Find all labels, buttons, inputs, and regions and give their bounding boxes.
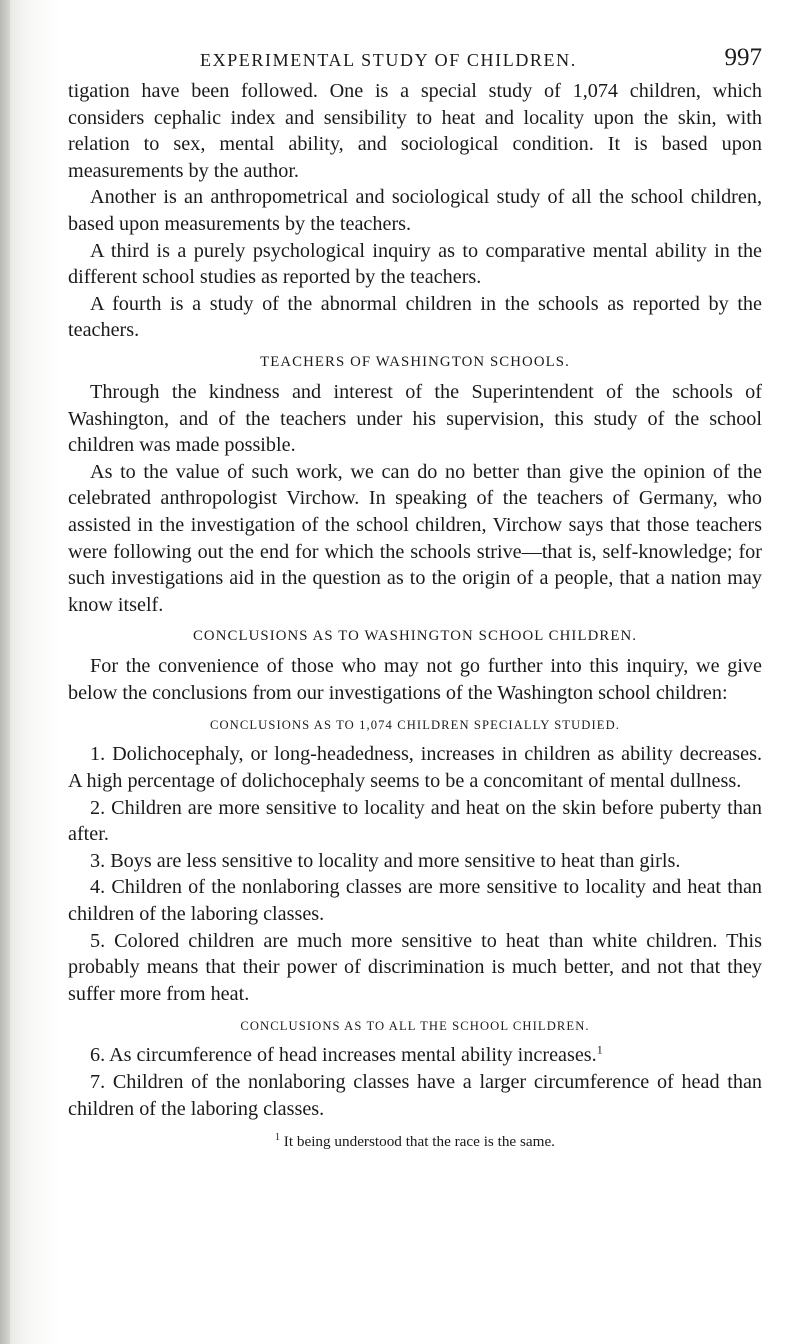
conclusions-intro: For the convenience of those who may not go further into this inquiry, we give below the conclusions from our investigations of the Washington school children: bbox=[68, 655, 762, 704]
intro-paragraph-2: Another is an anthropometrical and sociological study of all the school children, based upon measurements by the teachers. bbox=[68, 186, 762, 235]
footnote-marker: 1 bbox=[275, 1132, 280, 1144]
conclusion-item-3: 3. Boys are less sensitive to locality and more sensitive to heat than girls. bbox=[90, 849, 681, 872]
teachers-paragraph-1: Through the kindness and interest of the Superintendent of the schools of Washington, and of the teachers under his supervision, this study of the school children was made possible. bbox=[68, 380, 762, 457]
conclusions-all-list bbox=[68, 1042, 762, 1122]
conclusion-item-5: 5. Colored children are much more sensitive to heat than white children. This probably means that their power of discrimination is much better, and not that they suffer more from heat. bbox=[68, 929, 762, 1005]
section-heading-conclusions: CONCLUSIONS AS TO WASHINGTON SCHOOL CHILDREN. bbox=[192, 628, 638, 645]
conclusions-1074-list bbox=[68, 741, 762, 1007]
conclusion-item-6-text: 6. As circumference of head increases mental ability increases. bbox=[90, 1044, 597, 1067]
conclusion-item-4: 4. Children of the nonlaboring classes are more sensitive to locality and heat than children of the laboring classes. bbox=[68, 876, 762, 926]
subheading-all-children: CONCLUSIONS AS TO ALL THE SCHOOL CHILDREN. bbox=[240, 1019, 590, 1034]
conclusion-item-7: 7. Children of the nonlaboring classes have a larger circumference of head than children of the laboring classes. bbox=[68, 1071, 762, 1120]
intro-paragraph-1: tigation have been followed. One is a special study of 1,074 children, which considers cephalic index and sensibility to heat and locality upon the skin, with relation to sex, mental ability, and sociological condition. It is based upon measurements by the author. bbox=[68, 80, 762, 182]
page-content bbox=[68, 44, 762, 1151]
running-head bbox=[68, 44, 762, 78]
intro-paragraph-4: A fourth is a study of the abnormal children in the schools as reported by the teachers. bbox=[68, 292, 762, 342]
footnote-text: It being understood that the race is the same. bbox=[283, 1133, 555, 1151]
section-heading-teachers: TEACHERS OF WASHINGTON SCHOOLS. bbox=[260, 353, 570, 370]
conclusion-item-1: 1. Dolichocephaly, or long-headedness, increases in children as ability decreases. A high percentage of dolichocephaly seems to be a concomitant of mental dullness. bbox=[68, 743, 762, 793]
teachers-block bbox=[68, 379, 762, 618]
conclusion-item-6 bbox=[68, 1042, 762, 1069]
intro-block bbox=[68, 78, 762, 344]
footnote-reference: 1 bbox=[596, 1042, 603, 1057]
conclusions-block bbox=[68, 653, 762, 706]
subheading-1074-children: CONCLUSIONS AS TO 1,074 CHILDREN SPECIALLY STUDIED. bbox=[209, 718, 621, 733]
page-number: 997 bbox=[724, 44, 762, 71]
running-title: EXPERIMENTAL STUDY OF CHILDREN. bbox=[200, 50, 577, 70]
teachers-paragraph-2: As to the value of such work, we can do no better than give the opinion of the celebrated anthropologist Virchow. In speaking of the teachers of Germany, who assisted in the investigation of the school children, Virchow says that those teachers were following out the end for which the schools strive—that is, self-knowledge; for such investigations aid in the question as to the origin of a people, that a nation may know itself. bbox=[68, 460, 762, 616]
page-spine-shadow bbox=[0, 0, 10, 1344]
footnote bbox=[68, 1128, 762, 1151]
conclusion-item-2: 2. Children are more sensitive to locality and heat on the skin before puberty than after. bbox=[68, 796, 762, 846]
intro-paragraph-3: A third is a purely psychological inquiry as to comparative mental ability in the different school studies as reported by the teachers. bbox=[68, 239, 762, 289]
